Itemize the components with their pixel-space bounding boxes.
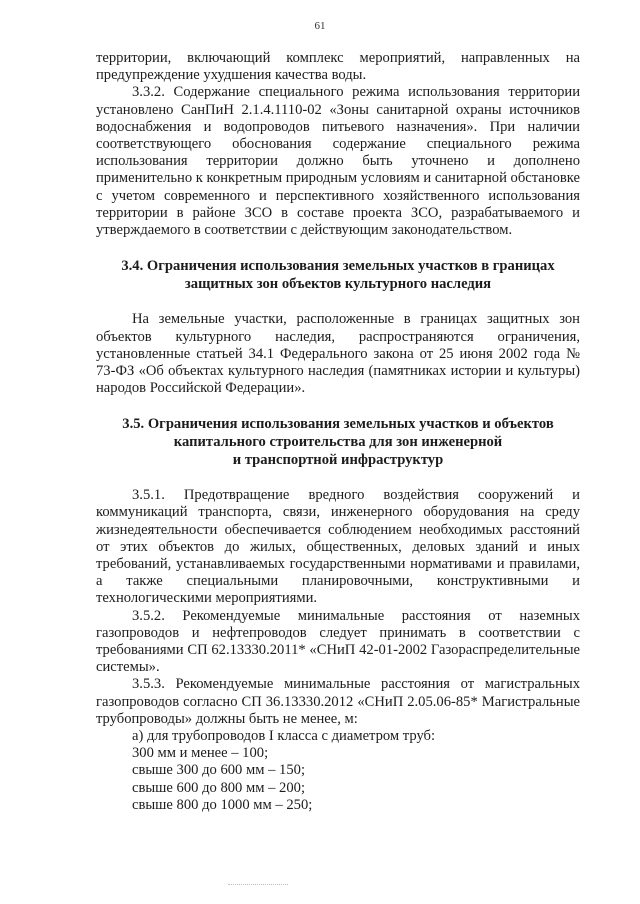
section-3-5-heading-line2: капитального строительства для зон инженерной: [173, 434, 503, 451]
list-item: 300 мм и менее – 100;: [132, 745, 269, 762]
paragraph-3-4: На земельные участки, расположенные в границах защитных зон объектов культурного наследия, распространяются ограничения, установленные статьей 34.1 Федерального закона от 25 июня 2002 года № 73-ФЗ «Об объектах культурного наследия (памятниках истории и культуры) народов Российской Федерации».: [96, 311, 580, 397]
document-body: [96, 50, 580, 814]
list-item: свыше 600 до 800 мм – 200;: [132, 779, 305, 796]
list-item: свыше 800 до 1000 мм – 250;: [132, 796, 313, 813]
scan-artifact: [228, 884, 288, 886]
paragraph-3-5-3: 3.5.3. Рекомендуемые минимальные расстояния от магистральных газопроводов согласно СП 36.13330.2012 «СНиП 2.05.06-85* Магистральные трубопроводы» должны быть не менее, м:: [96, 676, 580, 727]
section-3-5-heading-line3: и транспортной инфраструктур: [232, 451, 444, 468]
section-3-4-heading-line1: 3.4. Ограничения использования земельных участков в границах: [121, 258, 555, 275]
page-number: 61: [314, 20, 326, 32]
paragraph-3-3-2: 3.3.2. Содержание специального режима использования территории установлено СанПиН 2.1.4.1110-02 «Зоны санитарной охраны источников водоснабжения и водопроводов питьевого назначения». При наличии соответствующего обоснования содержание специального режима использования территории должно быть уточнено и дополнено применительно к конкретным природным условиям и санитарной обстановке с учетом современного и перспективного хозяйственного использования территории в районе ЗСО в составе проекта ЗСО, разрабатываемого и утверждаемого в соответствии с действующим законодательством.: [96, 84, 580, 239]
section-3-5-heading: [96, 416, 580, 469]
section-3-5-heading-line1: 3.5. Ограничения использования земельных участков и объектов: [122, 416, 554, 433]
section-3-4-heading-line2: защитных зон объектов культурного наследия: [184, 275, 492, 292]
section-3-4-heading: [96, 258, 580, 293]
paragraph-3-5-1: 3.5.1. Предотвращение вредного воздействия сооружений и коммуникаций транспорта, связи, инженерного оборудования на среду жизнедеятельности обеспечивается соблюдением необходимых расстояний от этих объектов до жилых, общественных, деловых зданий и иных требований, устанавливаемых государственными нормативами и правилами, а также специальными планировочными, конструктивными и технологическими мероприятиями.: [96, 487, 580, 607]
paragraph-3-5-2: 3.5.2. Рекомендуемые минимальные расстояния от наземных газопроводов и нефтепроводов следует принимать в соответствии с требованиями СП 62.13330.2011* «СНиП 42-01-2002 Газораспределительные системы».: [96, 607, 580, 676]
list-item: а) для трубопроводов I класса с диаметром труб:: [132, 728, 436, 745]
list-item: свыше 300 до 600 мм – 150;: [132, 762, 305, 779]
paragraph-intro-continuation: территории, включающий комплекс мероприятий, направленных на предупреждение ухудшения качества воды.: [96, 50, 580, 84]
